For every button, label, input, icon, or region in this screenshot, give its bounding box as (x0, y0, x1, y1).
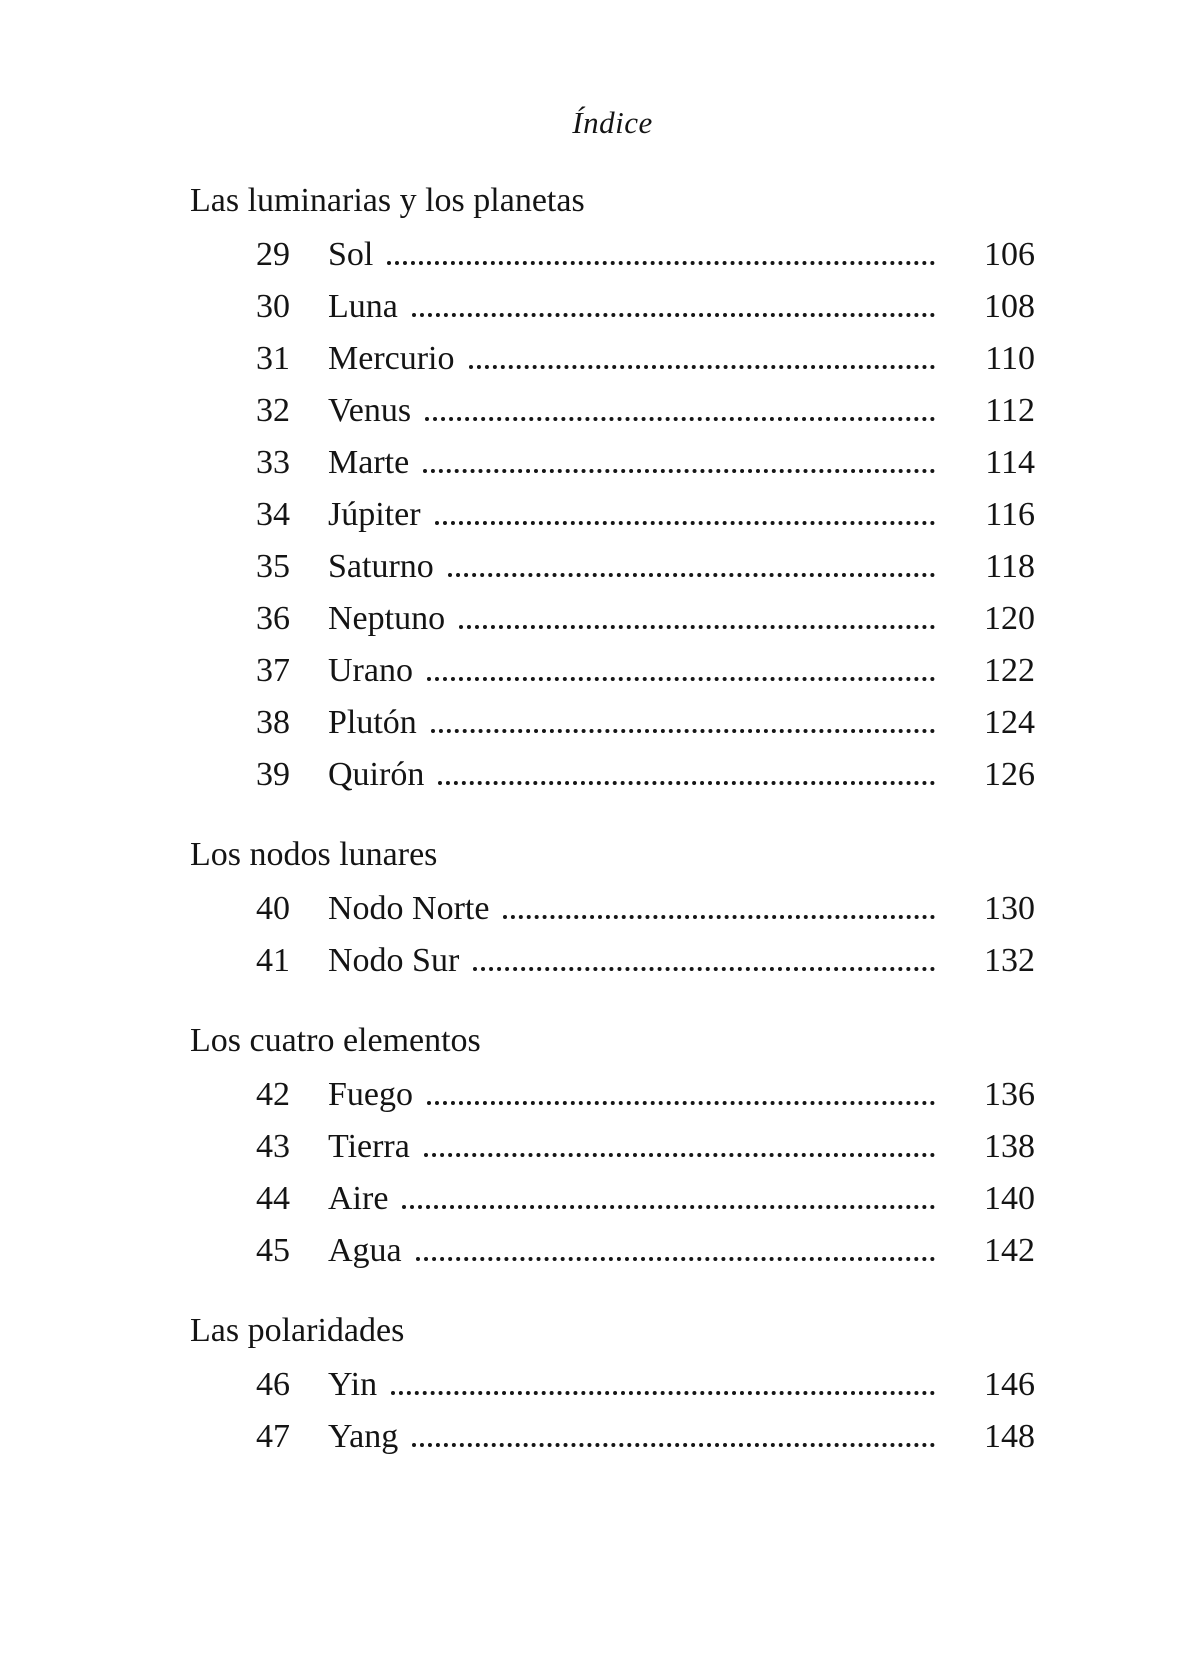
dot-leader (459, 625, 935, 629)
dot-leader (402, 1205, 935, 1209)
toc-entry (190, 645, 1035, 697)
entry-label: Júpiter (328, 496, 421, 533)
dot-leader (448, 573, 935, 577)
entry-number: 45 (256, 1232, 290, 1269)
toc-entry (190, 593, 1035, 645)
toc-entry (190, 281, 1035, 333)
entry-label: Mercurio (328, 340, 455, 377)
toc (190, 175, 1035, 1463)
entry-number: 41 (256, 942, 290, 979)
entry-number: 38 (256, 704, 290, 741)
entry-label: Urano (328, 652, 413, 689)
dot-leader (438, 781, 935, 785)
toc-entry (190, 1359, 1035, 1411)
toc-content (190, 97, 1035, 1463)
entry-label: Saturno (328, 548, 434, 585)
entry-page: 148 (984, 1418, 1035, 1455)
dot-leader (469, 365, 935, 369)
entry-number: 29 (256, 236, 290, 273)
dot-leader (425, 417, 935, 421)
entry-page: 130 (984, 890, 1035, 927)
toc-entry (190, 1225, 1035, 1277)
dot-leader (473, 967, 935, 971)
entry-number: 36 (256, 600, 290, 637)
dot-leader (424, 1153, 935, 1157)
section-title: Los nodos lunares (190, 836, 438, 873)
entry-page: 146 (984, 1366, 1035, 1403)
dot-leader (412, 313, 935, 317)
entry-number: 31 (256, 340, 290, 377)
entry-number: 43 (256, 1128, 290, 1165)
entry-label: Yin (328, 1366, 378, 1403)
entry-number: 44 (256, 1180, 290, 1217)
toc-entry (190, 1173, 1035, 1225)
entry-label: Quirón (328, 756, 425, 793)
entry-page: 140 (984, 1180, 1035, 1217)
toc-entry (190, 229, 1035, 281)
section-title: Las polaridades (190, 1312, 405, 1349)
entry-label: Plutón (328, 704, 417, 741)
entry-number: 47 (256, 1418, 290, 1455)
section-title: Los cuatro elementos (190, 1022, 481, 1059)
entry-page: 118 (985, 548, 1035, 585)
dot-leader (427, 1101, 935, 1105)
entry-page: 138 (984, 1128, 1035, 1165)
entry-page: 106 (984, 236, 1035, 273)
section-title: Las luminarias y los planetas (190, 182, 585, 219)
dot-leader (412, 1443, 935, 1447)
dot-leader (503, 915, 935, 919)
dot-leader (423, 469, 935, 473)
entry-number: 33 (256, 444, 290, 481)
toc-section (190, 1015, 1035, 1277)
entry-number: 34 (256, 496, 290, 533)
dot-leader (391, 1391, 935, 1395)
entry-label: Luna (328, 288, 398, 325)
entry-label: Sol (328, 236, 374, 273)
entry-page: 120 (984, 600, 1035, 637)
section-entries (190, 229, 1035, 801)
toc-entry (190, 883, 1035, 935)
entry-page: 112 (985, 392, 1035, 429)
toc-entry (190, 437, 1035, 489)
toc-entry (190, 541, 1035, 593)
toc-section (190, 829, 1035, 987)
entry-label: Nodo Sur (328, 942, 460, 979)
toc-entry (190, 1069, 1035, 1121)
section-entries (190, 883, 1035, 987)
entry-number: 35 (256, 548, 290, 585)
entry-label: Nodo Norte (328, 890, 490, 927)
entry-number: 46 (256, 1366, 290, 1403)
entry-page: 122 (984, 652, 1035, 689)
toc-entry (190, 749, 1035, 801)
entry-label: Yang (328, 1418, 399, 1455)
toc-entry (190, 935, 1035, 987)
entry-label: Neptuno (328, 600, 446, 637)
entry-page: 116 (985, 496, 1035, 533)
entry-page: 124 (984, 704, 1035, 741)
dot-leader (435, 521, 935, 525)
page-title: Índice (572, 105, 653, 140)
entry-number: 42 (256, 1076, 290, 1113)
entry-label: Venus (328, 392, 412, 429)
toc-section (190, 175, 1035, 801)
toc-entry (190, 385, 1035, 437)
toc-entry (190, 1411, 1035, 1463)
entry-label: Tierra (328, 1128, 410, 1165)
entry-page: 126 (984, 756, 1035, 793)
entry-page: 114 (985, 444, 1035, 481)
entry-number: 32 (256, 392, 290, 429)
entry-label: Fuego (328, 1076, 413, 1113)
entry-label: Agua (328, 1232, 402, 1269)
toc-entry (190, 333, 1035, 385)
dot-leader (387, 261, 935, 265)
entry-page: 108 (984, 288, 1035, 325)
entry-number: 40 (256, 890, 290, 927)
section-entries (190, 1359, 1035, 1463)
toc-entry (190, 489, 1035, 541)
entry-page: 136 (984, 1076, 1035, 1113)
entry-page: 142 (984, 1232, 1035, 1269)
entry-number: 30 (256, 288, 290, 325)
toc-section (190, 1305, 1035, 1463)
entry-number: 37 (256, 652, 290, 689)
toc-entry (190, 697, 1035, 749)
dot-leader (431, 729, 935, 733)
dot-leader (427, 677, 935, 681)
entry-page: 110 (985, 340, 1035, 377)
entry-page: 132 (984, 942, 1035, 979)
toc-entry (190, 1121, 1035, 1173)
entry-number: 39 (256, 756, 290, 793)
dot-leader (416, 1257, 935, 1261)
section-entries (190, 1069, 1035, 1277)
entry-label: Marte (328, 444, 410, 481)
entry-label: Aire (328, 1180, 389, 1217)
